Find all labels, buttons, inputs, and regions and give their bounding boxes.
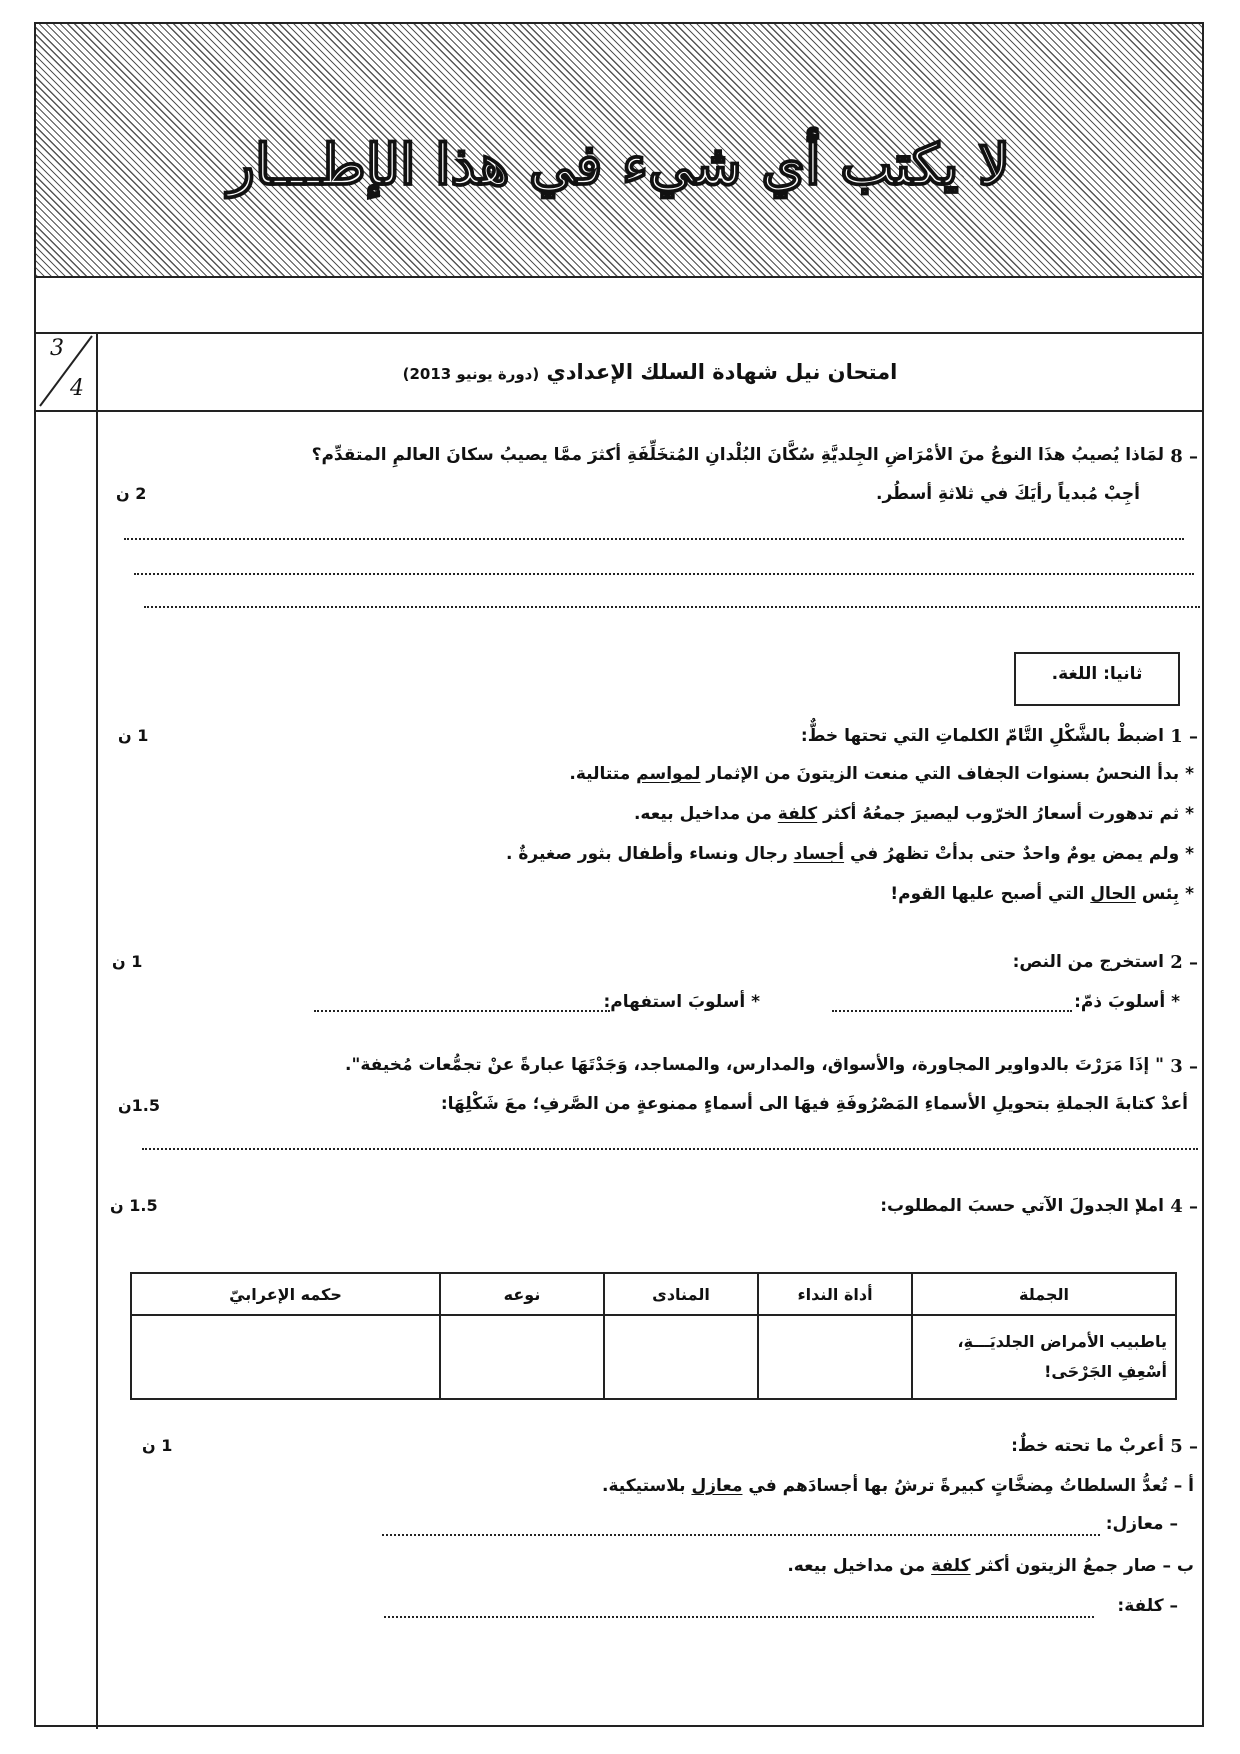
q2-item-blame: * أسلوبَ ذمّ:	[1074, 992, 1180, 1012]
q5-prompt: أعربْ ما تحته خطٌ:	[1011, 1436, 1164, 1456]
q8-instruction: أجِبْ مُبدياً رأيَكَ في ثلاثةِ أسطُر.	[876, 484, 1140, 504]
q1-mark: 1 ن	[118, 726, 149, 745]
page-number-box	[36, 332, 98, 412]
cell-answer[interactable]	[131, 1315, 440, 1399]
table-row	[131, 1315, 1176, 1399]
answer-line[interactable]	[142, 1148, 1198, 1150]
page-fraction-slash	[36, 332, 96, 410]
q5-item-a: أ – تُعدُّ السلطاتُ مِضخَّاتٍ كبيرةً ترشُ بها أجسادَهم في معازل بلاستيكية.	[602, 1476, 1194, 1496]
vocative-table	[130, 1272, 1177, 1400]
answer-line[interactable]	[382, 1534, 1100, 1536]
q2-item-question: * أسلوبَ استفهام:	[603, 992, 760, 1012]
q3-number: 3 –	[1170, 1056, 1198, 1077]
q2-prompt: استخرج من النص:	[1012, 952, 1164, 972]
q3-prompt: أعدْ كتابةَ الجملةِ بتحويلِ الأسماءِ المَصْرُوفَةِ فيهَا الى أسماءٍ ممنوعةٍ من الصَّرفِ؛ معَ شَكْلِهَا:	[440, 1094, 1188, 1114]
q1-number: 1 –	[1170, 726, 1198, 747]
q1-item: * ولم يمض يومٌ واحدٌ حتى بدأتْ تظهرُ في أجساد رجال ونساء وأطفال بثور صغيرةٌ .	[505, 844, 1194, 864]
do-not-write-banner: لا يكتب أي شيء في هذا الإطـــار	[227, 132, 1011, 198]
exam-session: (دورة يونيو 2013)	[402, 365, 540, 383]
answer-line[interactable]	[314, 1010, 610, 1012]
col-type: نوعه	[440, 1273, 604, 1315]
cell-sentence: ياطبيب الأمراض الجلديَـــةِ، أسْعِفِ الجَرْحَى!	[912, 1315, 1176, 1399]
answer-line[interactable]	[124, 538, 1184, 540]
exam-title-text: امتحان نيل شهادة السلك الإعدادي	[546, 360, 898, 384]
do-not-write-area	[36, 24, 1202, 278]
margin-line	[96, 412, 98, 1729]
page-current: 3	[50, 336, 64, 361]
q1-item: * بدأ النحسُ بسنوات الجفاف التي منعت الزيتونَ من الإثمار لمواسم متتالية.	[569, 764, 1194, 784]
q1-prompt: اضبطْ بالشَّكْلِ التَّامّ الكلماتِ التي تحتها خطٌّ:	[800, 726, 1164, 746]
col-vocative: المنادى	[604, 1273, 758, 1315]
cell-answer[interactable]	[604, 1315, 758, 1399]
section-title-box: ثانيا: اللغة.	[1014, 652, 1180, 706]
q4-prompt: املإ الجدولَ الآتي حسبَ المطلوب:	[880, 1196, 1164, 1216]
cell-answer[interactable]	[758, 1315, 912, 1399]
cell-answer[interactable]	[440, 1315, 604, 1399]
q1-item: * ثم تدهورت أسعارُ الخرّوب ليصيرَ جمعُهُ أكثر كلفة من مداخيل بيعه.	[633, 804, 1194, 824]
q4-number: 4 –	[1170, 1196, 1198, 1217]
q5-number: 5 –	[1170, 1436, 1198, 1457]
q8-question: لمَاذا يُصيبُ هذَا النوعُ منَ الأمْرَاضِ الجِلديَّةِ سُكَّانَ البُلْدانِ المُتخَلِّفَةِ أكثرَ ممَّا يصيبُ سكانَ العالمِ المتقدِّم؟	[311, 445, 1164, 465]
q3-mark: 1.5ن	[118, 1096, 160, 1115]
q2-number: 2 –	[1170, 952, 1198, 973]
q5-item-b: ب – صار جمعُ الزيتون أكثر كلفة من مداخيل بيعه.	[787, 1556, 1194, 1576]
page-total: 4	[70, 376, 84, 401]
col-sentence: الجملة	[912, 1273, 1176, 1315]
q1-item: * بِئس الحال التي أصبح عليها القوم!	[890, 884, 1194, 904]
page-frame	[34, 22, 1204, 1727]
q2-mark: 1 ن	[112, 952, 143, 971]
answer-line[interactable]	[384, 1616, 1094, 1618]
q4-mark: 1.5 ن	[110, 1196, 158, 1215]
q5-mark: 1 ن	[142, 1436, 173, 1455]
answer-line[interactable]	[134, 573, 1194, 575]
q8-mark: 2 ن	[116, 484, 147, 503]
q8-number: 8 –	[1170, 446, 1198, 467]
answer-line[interactable]	[144, 606, 1200, 608]
q5-answer-b-label: – كلفة:	[1117, 1596, 1178, 1616]
col-grammatical-ruling: حكمه الإعرابيّ	[131, 1273, 440, 1315]
table-header-row	[131, 1273, 1176, 1315]
col-vocative-particle: أداة النداء	[758, 1273, 912, 1315]
q5-answer-a-label: – معازل:	[1105, 1514, 1178, 1534]
exam-title	[98, 360, 1202, 384]
q3-sentence: " إذَا مَرَرْتَ بالدواوير المجاورة، والأسواق، والمدارس، والمساجد، وَجَدْتَهَا عبارةً عنْ تجمُّعات مُخيفة".	[345, 1055, 1164, 1075]
answer-line[interactable]	[832, 1010, 1072, 1012]
